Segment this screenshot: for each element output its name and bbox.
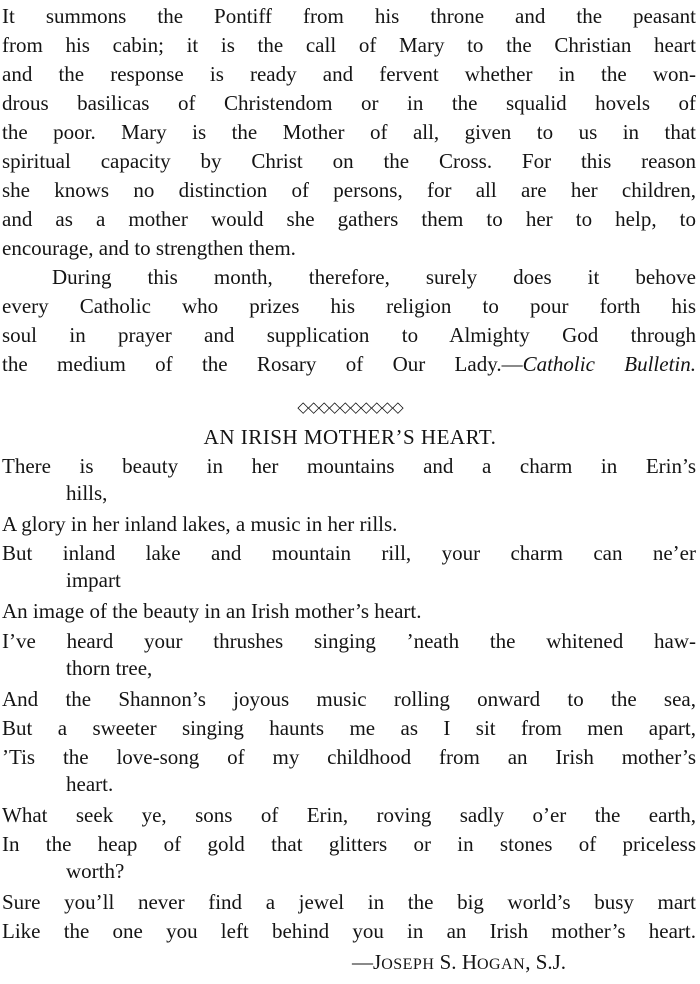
poem-line: But a sweeter singing haunts me as I sit from men apart, [2, 716, 696, 740]
signature-middle: S. [434, 950, 462, 974]
prose-line: she knows no distinction of persons, for all are her children, [2, 178, 696, 202]
signature-first-rest: OSEPH [381, 956, 435, 973]
poem-line-continuation: impart [66, 568, 121, 592]
poem-line: There is beauty in her mountains and a charm in Erin’s [2, 454, 696, 478]
prose-line: It summons the Pontiff from his throne and the peasant [2, 4, 696, 28]
poem-line: What seek ye, sons of Erin, roving sadly o’er the earth, [2, 803, 696, 827]
prose-line: every Catholic who prizes his religion to pour forth his [2, 294, 696, 318]
poem-line: Like the one you left behind you in an Irish mother’s heart. [2, 919, 696, 943]
poem-line-continuation: worth? [66, 859, 125, 883]
prose-line: During this month, therefore, surely does it behove [52, 265, 696, 289]
prose-line: and the response is ready and fervent whether in the won- [2, 62, 696, 86]
poem-line-continuation: thorn tree, [66, 656, 153, 680]
source-citation: Catholic Bulletin. [522, 352, 696, 376]
poem-signature [352, 948, 566, 979]
prose-line: soul in prayer and supplication to Almighty God through [2, 323, 696, 347]
poem-line: I’ve heard your thrushes singing ’neath the whitened haw- [2, 629, 696, 653]
poem-line: An image of the beauty in an Irish mother’s heart. [2, 599, 422, 623]
signature-suffix: , S.J. [525, 950, 567, 974]
prose-line: spiritual capacity by Christ on the Cross. For this reason [2, 149, 696, 173]
ornamental-divider: ◇◇◇◇◇◇◇◇◇◇ [297, 400, 403, 416]
prose-line: drous basilicas of Christendom or in the squalid hovels of [2, 91, 696, 115]
prose-line: from his cabin; it is the call of Mary to the Christian heart [2, 33, 696, 57]
prose-line: and as a mother would she gathers them to her to help, to [2, 207, 696, 231]
poem-line: But inland lake and mountain rill, your charm can ne’er [2, 541, 696, 565]
poem-line-continuation: heart. [66, 772, 114, 796]
signature-dash: — [352, 950, 373, 974]
poem-line: ’Tis the love-song of my childhood from an Irish mother’s [2, 745, 696, 769]
poem-line: Sure you’ll never find a jewel in the big world’s busy mart [2, 890, 696, 914]
prose-line: encourage, and to strengthen them. [2, 236, 296, 260]
poem-line: In the heap of gold that glitters or in stones of priceless [2, 832, 696, 856]
poem-line: A glory in her inland lakes, a music in her rills. [2, 512, 398, 536]
signature-first-initial: J [373, 950, 382, 974]
prose-line [2, 350, 696, 378]
poem-line: And the Shannon’s joyous music rolling onward to the sea, [2, 687, 696, 711]
poem-title: AN IRISH MOTHER’S HEART. [203, 425, 497, 449]
prose-line: the poor. Mary is the Mother of all, given to us in that [2, 120, 696, 144]
signature-last-initial: H [461, 950, 477, 974]
poem-line-continuation: hills, [66, 481, 108, 505]
signature-last-rest: OGAN [476, 956, 526, 973]
prose-line-text: the medium of the Rosary of Our Lady.— [2, 352, 523, 376]
